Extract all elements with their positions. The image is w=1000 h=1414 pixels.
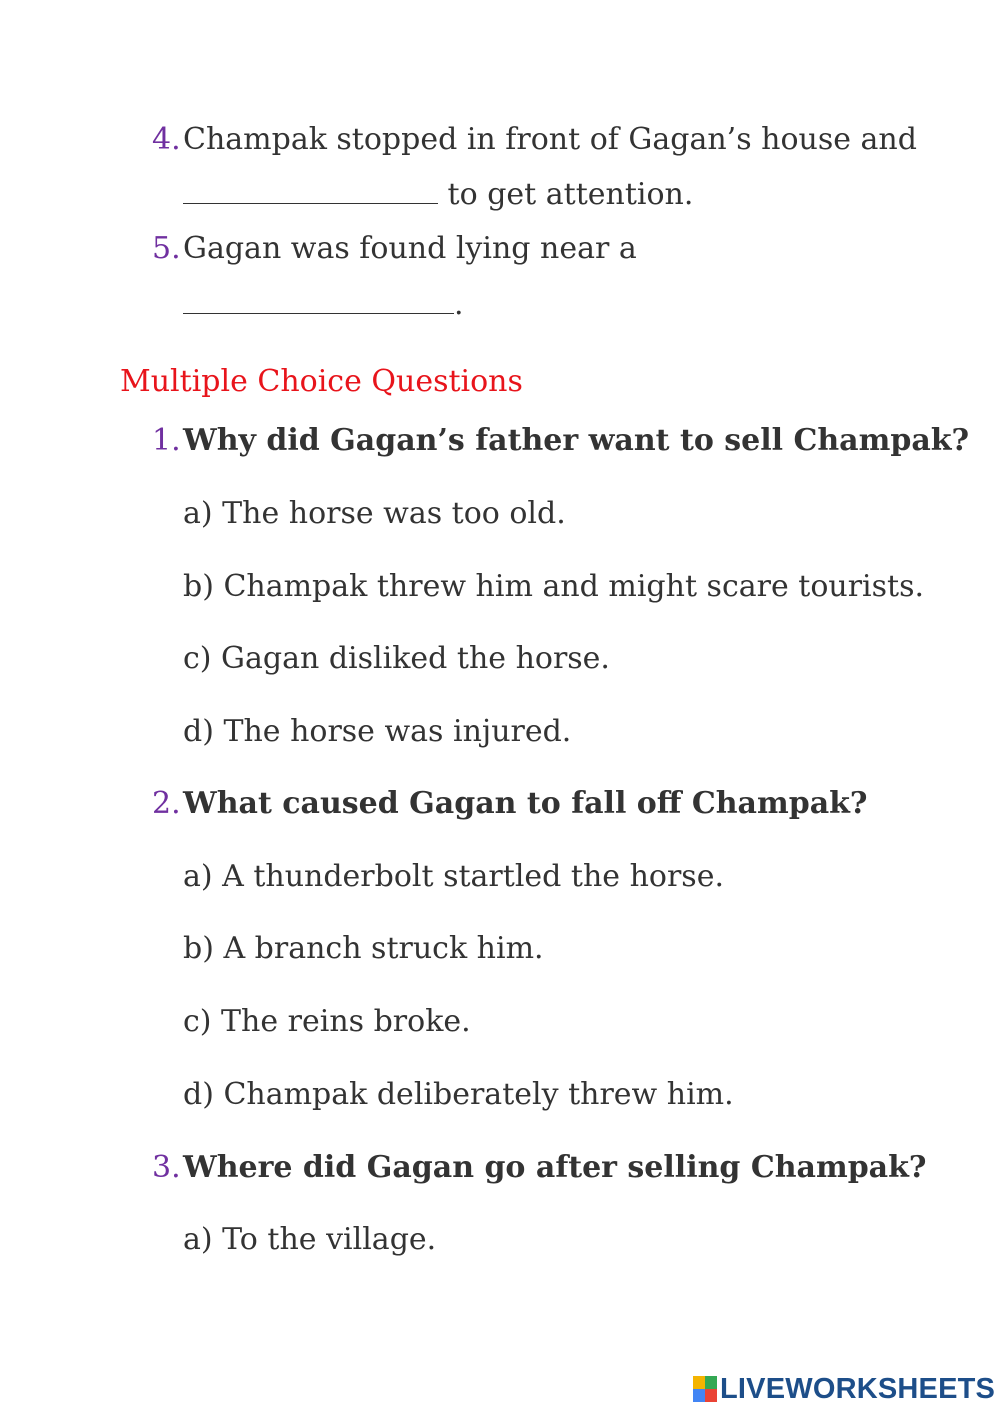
answer-blank[interactable] (183, 177, 438, 204)
question-number: 5. (152, 231, 181, 266)
question-number: 1. (152, 423, 181, 458)
answer-blank[interactable] (183, 287, 454, 314)
answer-line (183, 287, 464, 323)
option-text[interactable]: d) Champak deliberately threw him. (183, 1077, 734, 1112)
option-text[interactable]: a) To the village. (183, 1222, 437, 1257)
question-text: Where did Gagan go after selling Champak? (183, 1150, 927, 1185)
question-text: Gagan was found lying near a (183, 231, 637, 266)
option-text[interactable]: d) The horse was injured. (183, 714, 572, 749)
question-text: Champak stopped in front of Gagan’s house and (183, 122, 917, 157)
option-text[interactable]: b) A branch struck him. (183, 931, 544, 966)
brand-name: LIVEWORKSHEETS (720, 1372, 996, 1405)
question-text-continuation: to get attention. (447, 177, 694, 212)
question-number: 3. (152, 1150, 181, 1185)
section-heading: Multiple Choice Questions (120, 364, 523, 399)
option-text[interactable]: a) The horse was too old. (183, 496, 566, 531)
question-number: 4. (152, 122, 181, 157)
question-number: 2. (152, 786, 181, 821)
liveworksheets-logo-icon (693, 1376, 717, 1402)
question-text: Why did Gagan’s father want to sell Champak? (183, 423, 970, 458)
option-text[interactable]: c) Gagan disliked the horse. (183, 641, 610, 676)
brand-footer (693, 1372, 995, 1406)
question-text: What caused Gagan to fall off Champak? (183, 786, 868, 821)
answer-line (183, 177, 693, 213)
option-text[interactable]: b) Champak threw him and might scare tourists. (183, 569, 925, 604)
question-text-continuation: . (454, 287, 464, 322)
option-text[interactable]: a) A thunderbolt startled the horse. (183, 859, 724, 894)
option-text[interactable]: c) The reins broke. (183, 1004, 471, 1039)
